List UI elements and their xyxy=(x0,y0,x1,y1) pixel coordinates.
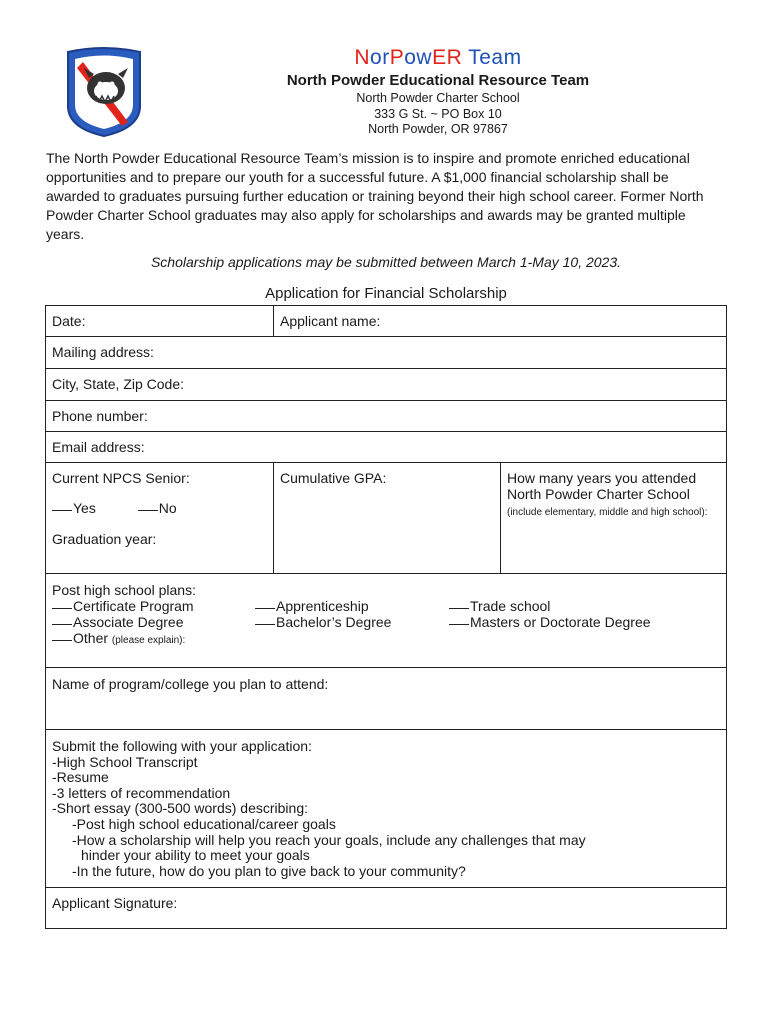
plan-option-certificate[interactable] xyxy=(52,598,255,614)
email-address-field[interactable] xyxy=(46,431,726,462)
requirement-item: -3 letters of recommendation xyxy=(52,784,231,801)
brand-part: or xyxy=(370,46,390,69)
senior-status-cell xyxy=(46,463,273,573)
school-logo-icon xyxy=(64,46,144,138)
brand-part: N xyxy=(354,46,371,69)
mission-statement: The North Powder Educational Resource Team’s mission is to inspire and promote enriched educational opportunities and to prepare our youth for a successful future. A $1,000 financial scholarship shall be awarded to graduates pursuing further education or training beyond their high school career. Former North Powder Charter School graduates may also apply for scholarships and awards may be granted multiple years. xyxy=(46,150,704,242)
other-note: (please explain): xyxy=(111,635,186,646)
application-form xyxy=(45,305,727,929)
application-deadline: Scholarship applications may be submitted between March 1-May 10, 2023. xyxy=(150,254,622,270)
signature-cell xyxy=(46,888,726,928)
form-row-senior-gpa-years xyxy=(46,462,726,573)
post-high-school-plans-section xyxy=(46,573,726,667)
plan-option-bachelor[interactable] xyxy=(255,614,449,630)
mailing-address-field[interactable] xyxy=(46,336,726,368)
requirement-item: -Short essay (300-500 words) describing: xyxy=(52,800,309,817)
blank xyxy=(52,624,72,625)
applicant-signature-field[interactable] xyxy=(46,887,726,928)
plan-label: Associate Degree xyxy=(73,614,184,630)
date-label: Date: xyxy=(52,313,86,329)
program-college-field[interactable] xyxy=(46,667,726,729)
plan-option-associate[interactable] xyxy=(52,614,255,630)
street-address: 333 G St. ~ PO Box 10 xyxy=(374,106,502,121)
blank xyxy=(52,608,72,609)
gpa-field[interactable] xyxy=(273,463,500,573)
city-state-zip-label: City, State, Zip Code: xyxy=(52,376,185,392)
program-college-label: Name of program/college you plan to attend: xyxy=(52,676,329,692)
phone-number-cell xyxy=(46,401,726,431)
plans-options xyxy=(52,598,720,649)
essay-item: -Post high school educational/career goals xyxy=(72,815,336,832)
years-attended-note: (include elementary, middle and high school): xyxy=(507,507,708,518)
phone-number-label: Phone number: xyxy=(52,408,148,424)
mailing-address-cell xyxy=(46,337,726,368)
email-address-cell xyxy=(46,432,726,462)
city-state-zip-cell xyxy=(46,369,726,400)
blank xyxy=(449,624,469,625)
blank xyxy=(449,608,469,609)
plan-label: Bachelor’s Degree xyxy=(276,614,392,630)
requirements-cell xyxy=(46,730,726,887)
form-title: Application for Financial Scholarship xyxy=(265,285,507,302)
plan-label: Certificate Program xyxy=(73,598,194,614)
brand-part: ow xyxy=(404,46,433,69)
plans-cell xyxy=(46,574,726,667)
gpa-label: Cumulative GPA: xyxy=(280,470,387,486)
yes-option[interactable] xyxy=(52,500,96,516)
letterhead xyxy=(200,46,676,138)
yes-label: Yes xyxy=(73,500,96,516)
plan-label: Apprenticeship xyxy=(276,598,369,614)
plan-label: Trade school xyxy=(470,598,551,614)
applicant-name-field[interactable] xyxy=(273,306,726,336)
brand-part: P xyxy=(389,46,405,69)
applicant-name-label: Applicant name: xyxy=(280,313,381,329)
plan-option-other[interactable] xyxy=(52,630,255,649)
school-name: North Powder Charter School xyxy=(356,91,520,105)
graduation-year-label[interactable]: Graduation year: xyxy=(52,531,157,547)
email-address-label: Email address: xyxy=(52,439,145,455)
brand-name xyxy=(200,46,676,70)
plan-label: Other xyxy=(73,630,109,646)
submission-requirements xyxy=(46,729,726,887)
essay-item: -How a scholarship will help you reach your goals, include any challenges that may xyxy=(72,831,586,848)
no-option[interactable] xyxy=(138,500,177,516)
no-label: No xyxy=(158,500,177,516)
years-attended-field[interactable] xyxy=(500,463,726,573)
requirements-heading: Submit the following with your application: xyxy=(52,738,312,754)
city-state-zip-field[interactable] xyxy=(46,368,726,400)
city-address: North Powder, OR 97867 xyxy=(368,122,508,136)
date-field[interactable] xyxy=(46,306,273,336)
blank xyxy=(255,608,275,609)
senior-label: Current NPCS Senior: xyxy=(52,470,190,486)
signature-label: Applicant Signature: xyxy=(52,895,178,911)
mailing-address-label: Mailing address: xyxy=(52,344,154,360)
program-college-cell xyxy=(46,668,726,729)
plan-option-apprenticeship[interactable] xyxy=(255,598,449,614)
senior-options xyxy=(52,500,267,516)
requirement-item: -High School Transcript xyxy=(52,753,198,770)
blank xyxy=(52,640,72,641)
form-row-date-name xyxy=(46,306,726,336)
plans-label: Post high school plans: xyxy=(52,582,196,598)
essay-item: hinder your ability to meet your goals xyxy=(81,847,310,864)
yes-blank xyxy=(52,510,72,511)
essay-item: -In the future, how do you plan to give back to your community? xyxy=(72,862,466,879)
plan-label: Masters or Doctorate Degree xyxy=(470,614,651,630)
brand-part: Team xyxy=(462,46,522,69)
plan-option-masters[interactable] xyxy=(449,614,720,630)
blank xyxy=(255,624,275,625)
years-attended-label: How many years you attended North Powder Charter School xyxy=(507,470,697,502)
brand-part: ER xyxy=(432,46,463,69)
organization-name: North Powder Educational Resource Team xyxy=(286,72,590,89)
no-blank xyxy=(138,510,158,511)
phone-number-field[interactable] xyxy=(46,400,726,431)
requirement-item: -Resume xyxy=(52,769,109,786)
plan-option-trade[interactable] xyxy=(449,598,720,614)
